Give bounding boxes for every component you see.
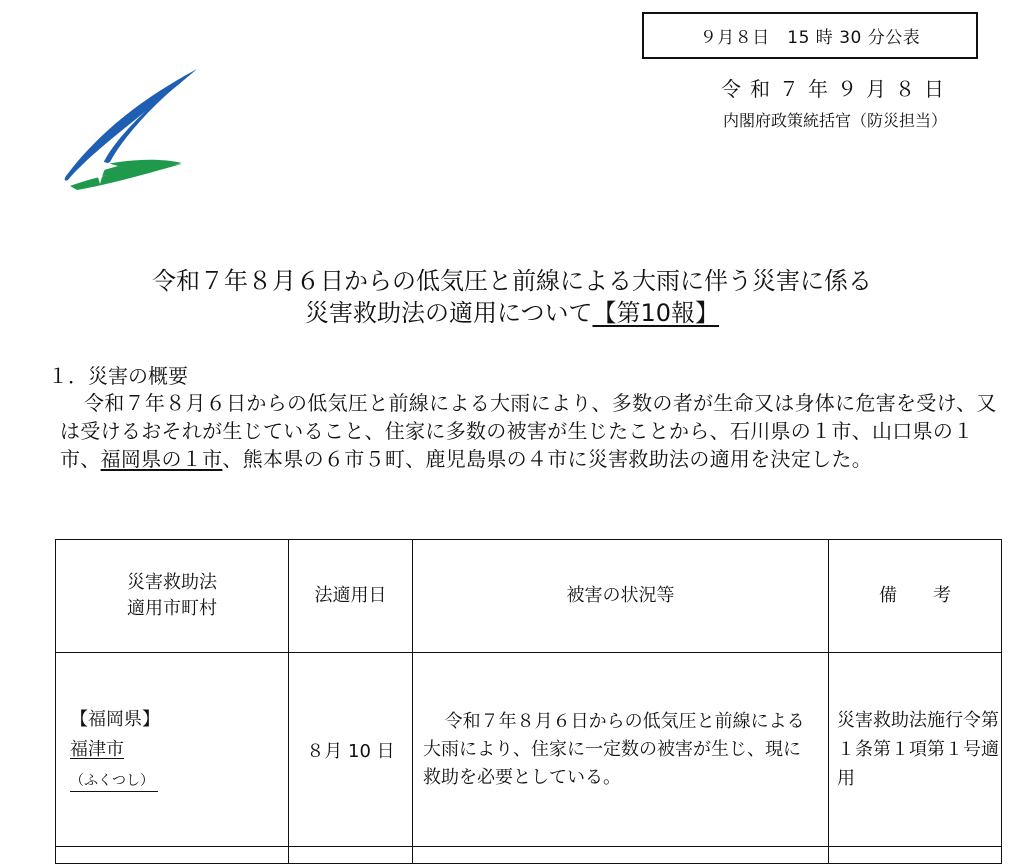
issuing-office: 内閣府政策統括官（防災担当） [723,111,948,130]
paragraph-text-2: 、熊本県の６市５町、鹿児島県の４市に災害救助法の適用を決定した。 [222,447,873,471]
prefecture: 【福岡県】 [70,708,160,730]
city-name: 福津市 [70,738,124,760]
city-reading: （ふくつし） [70,771,158,792]
application-date: ８月 10 日 [289,653,413,847]
header-municipality: 災害救助法 適用市町村 [56,540,289,653]
title-line-2-main: 災害救助法の適用について [304,299,593,327]
municipality-cell [56,653,289,847]
damage-status: 令和７年８月６日からの低気圧と前線による大雨により、住家に一定数の被害が生じ、現に救助を必要としている。 [413,653,829,847]
header-status: 被害の状況等 [413,540,829,653]
cabinet-office-logo-icon [52,66,202,191]
remarks: 災害救助法施行令第１条第１項第１号適用 [829,653,1002,847]
header-remarks: 備 考 [829,540,1002,653]
paragraph-text-1: 令和７年８月６日からの低気圧と前線による大雨により、多数の者が生命又は身体に危害を受け、又は受けるおそれが生じていること、住家に多数の被害が生じたことから、石川県の１市、山口県の１市、 [60,391,997,471]
table-row-partial [56,847,1002,864]
section-1-heading: １．災害の概要 [48,364,188,388]
publication-time-box [642,12,978,59]
table-row [56,653,1002,847]
paragraph-text-underlined: 福岡県の１市 [100,447,223,471]
section-1-paragraph [60,389,1000,473]
title-line-2 [0,297,1024,329]
publication-time: ９月８日 15 時 30 分公表 [699,28,921,48]
relief-act-table [55,539,1002,864]
title-line-1: 令和７年８月６日からの低気圧と前線による大雨に伴う災害に係る [152,267,872,295]
header-date: 法適用日 [289,540,413,653]
document-date: 令和７年９月８日 [721,77,953,101]
table-header-row [56,540,1002,653]
report-number: 【第10報】 [592,299,720,327]
document-title [0,265,1024,329]
